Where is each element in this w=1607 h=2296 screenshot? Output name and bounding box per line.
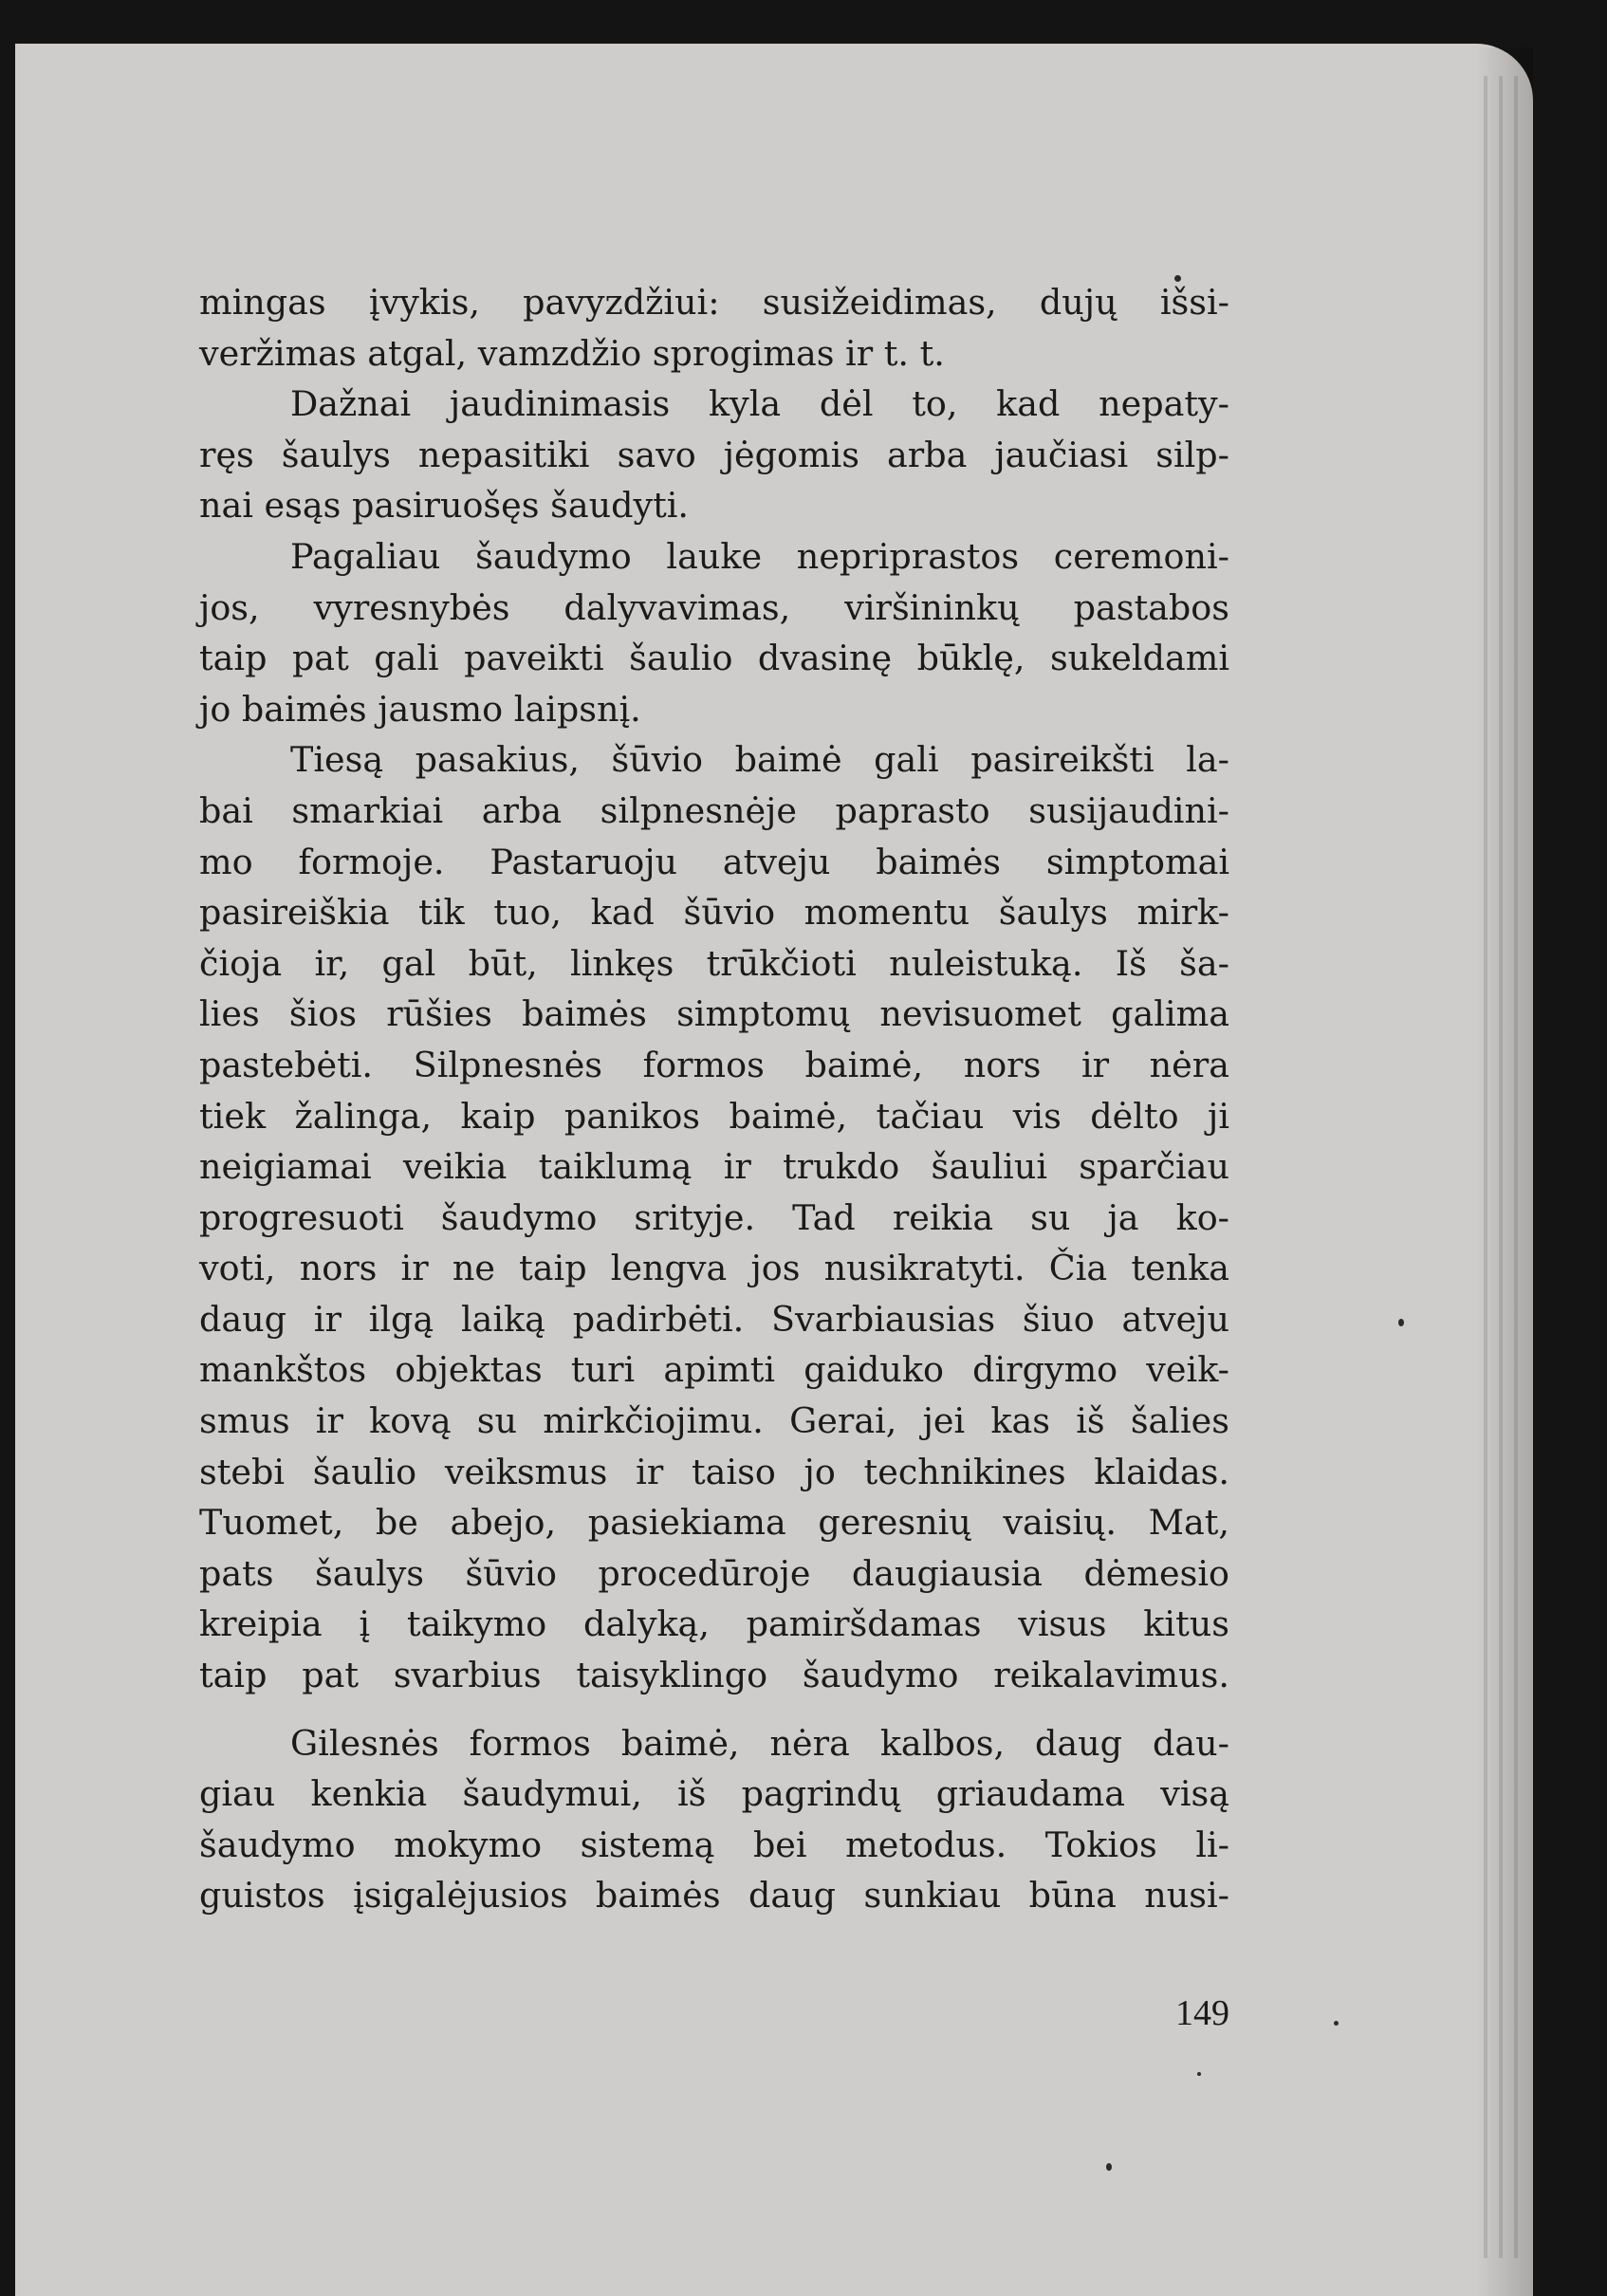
text-line: bai smarkiai arba silpnesnėje paprasto susijaudini-	[199, 789, 1229, 831]
text-line: tiek žalinga, kaip panikos baimė, tačiau vis dėlto ji	[199, 1095, 1229, 1137]
scan-speck	[1106, 2163, 1112, 2171]
text-line: mingas įvykis, pavyzdžiui: susižeidimas, dujų išsi-	[199, 282, 1229, 323]
text-line: taip pat svarbius taisyklingo šaudymo reikalavimus.	[199, 1655, 1229, 1696]
text-line: veržimas atgal, vamzdžio sprogimas ir t. t.	[199, 332, 945, 374]
text-line: kreipia į taikymo dalyką, pamiršdamas visus kitus	[199, 1603, 1229, 1645]
text-line: taip pat gali paveikti šaulio dvasinę būklę, sukeldami	[199, 638, 1229, 679]
text-line: pats šaulys šūvio procedūroje daugiausia dėmesio	[199, 1552, 1229, 1594]
scan-speck	[1174, 275, 1181, 282]
text-line: Tuomet, be abejo, pasiekiama geresnių vaisių. Mat,	[199, 1502, 1229, 1544]
text-line: Dažnai jaudinimasis kyla dėl to, kad nepaty-	[290, 383, 1229, 425]
text-line: neigiamai veikia taiklumą ir trukdo šauliui sparčiau	[199, 1146, 1229, 1188]
text-line: Gilesnės formos baimė, nėra kalbos, daug dau-	[290, 1722, 1229, 1764]
text-line: daug ir ilgą laiką padirbėti. Svarbiausias šiuo atveju	[199, 1298, 1229, 1340]
text-line: nai esąs pasiruošęs šaudyti.	[199, 485, 690, 527]
text-line: jos, vyresnybės dalyvavimas, viršininkų pastabos	[199, 586, 1229, 628]
text-line: smus ir kovą su mirkčiojimu. Gerai, jei kas iš šalies	[199, 1400, 1229, 1442]
text-line: giau kenkia šaudymui, iš pagrindų griaudama visą	[199, 1773, 1229, 1815]
text-line: voti, nors ir ne taip lengva jos nusikratyti. Čia tenka	[199, 1248, 1229, 1289]
text-line: progresuoti šaudymo srityje. Tad reikia su ja ko-	[199, 1196, 1229, 1238]
paragraph-gap	[199, 1701, 1229, 1718]
text-line: pastebėti. Silpnesnės formos baimė, nors ir nėra	[199, 1044, 1229, 1085]
text-line: čioja ir, gal būt, linkęs trūkčioti nuleistuką. Iš ša-	[199, 942, 1229, 984]
page-number: 149	[1175, 1993, 1229, 2033]
text-line: Tiesą pasakius, šūvio baimė gali pasireikšti la-	[290, 739, 1229, 781]
text-line: Pagaliau šaudymo lauke nepriprastos ceremoni-	[290, 535, 1229, 577]
body-text	[199, 277, 1229, 1921]
scan-speck	[1197, 2072, 1201, 2076]
text-line: mo formoje. Pastaruoju atveju baimės simptomai	[199, 841, 1229, 882]
text-line: ręs šaulys nepasitiki savo jėgomis arba jaučiasi silp-	[199, 434, 1229, 475]
text-line: guistos įsigalėjusios baimės daug sunkiau būna nusi-	[199, 1875, 1229, 1916]
scan-speck	[1334, 2021, 1339, 2026]
text-line: lies šios rūšies baimės simptomų nevisuomet galima	[199, 993, 1229, 1035]
text-line: stebi šaulio veiksmus ir taiso jo technikines klaidas.	[199, 1451, 1229, 1492]
page-binding-shadow	[1476, 47, 1533, 2296]
text-line: jo baimės jausmo laipsnį.	[199, 688, 641, 730]
text-line: mankštos objektas turi apimti gaiduko dirgymo veik-	[199, 1349, 1229, 1391]
scan-speck	[1398, 1319, 1404, 1326]
text-line: šaudymo mokymo sistemą bei metodus. Tokios li-	[199, 1824, 1229, 1865]
text-line: pasireiškia tik tuo, kad šūvio momentu šaulys mirk-	[199, 892, 1229, 934]
